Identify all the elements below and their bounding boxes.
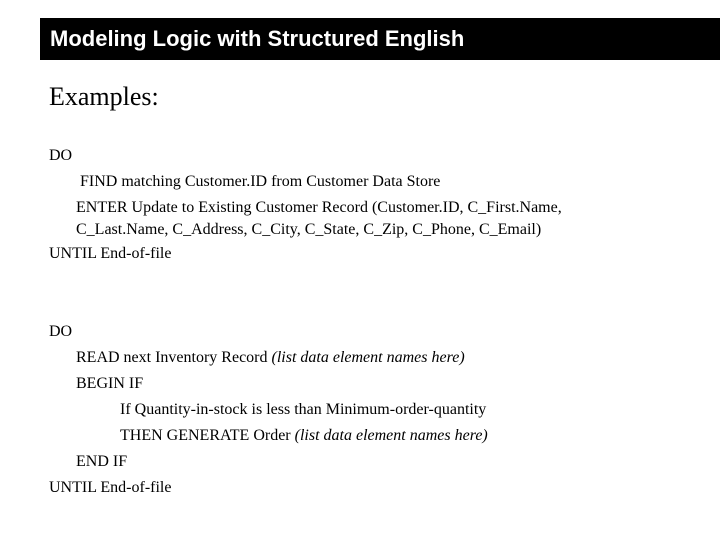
example2-do: DO bbox=[49, 323, 73, 340]
example2-condition: If Quantity-in-stock is less than Minimum-order-quantity bbox=[120, 401, 487, 418]
slide-title: Modeling Logic with Structured English bbox=[50, 26, 465, 51]
title-bar bbox=[40, 18, 720, 60]
read-statement: READ next Inventory Record bbox=[76, 349, 268, 366]
then-statement: THEN GENERATE Order bbox=[120, 427, 291, 444]
example1-enter-line1: ENTER Update to Existing Customer Record (Customer.ID, C_First.Name, bbox=[76, 199, 562, 216]
example2-then bbox=[120, 426, 488, 446]
example2-read bbox=[76, 348, 465, 368]
examples-heading: Examples: bbox=[49, 82, 159, 111]
example1-do: DO bbox=[49, 147, 73, 164]
example2-until: UNTIL End-of-file bbox=[49, 479, 172, 496]
read-note: (list data element names here) bbox=[271, 349, 465, 366]
then-note: (list data element names here) bbox=[294, 427, 488, 444]
example2-end-if: END IF bbox=[76, 453, 128, 470]
example1-find: FIND matching Customer.ID from Customer Data Store bbox=[80, 173, 441, 190]
example1-enter-line2: C_Last.Name, C_Address, C_City, C_State, C_Zip, C_Phone, C_Email) bbox=[76, 221, 542, 238]
example2-begin-if: BEGIN IF bbox=[76, 375, 144, 392]
example1-until: UNTIL End-of-file bbox=[49, 245, 172, 262]
